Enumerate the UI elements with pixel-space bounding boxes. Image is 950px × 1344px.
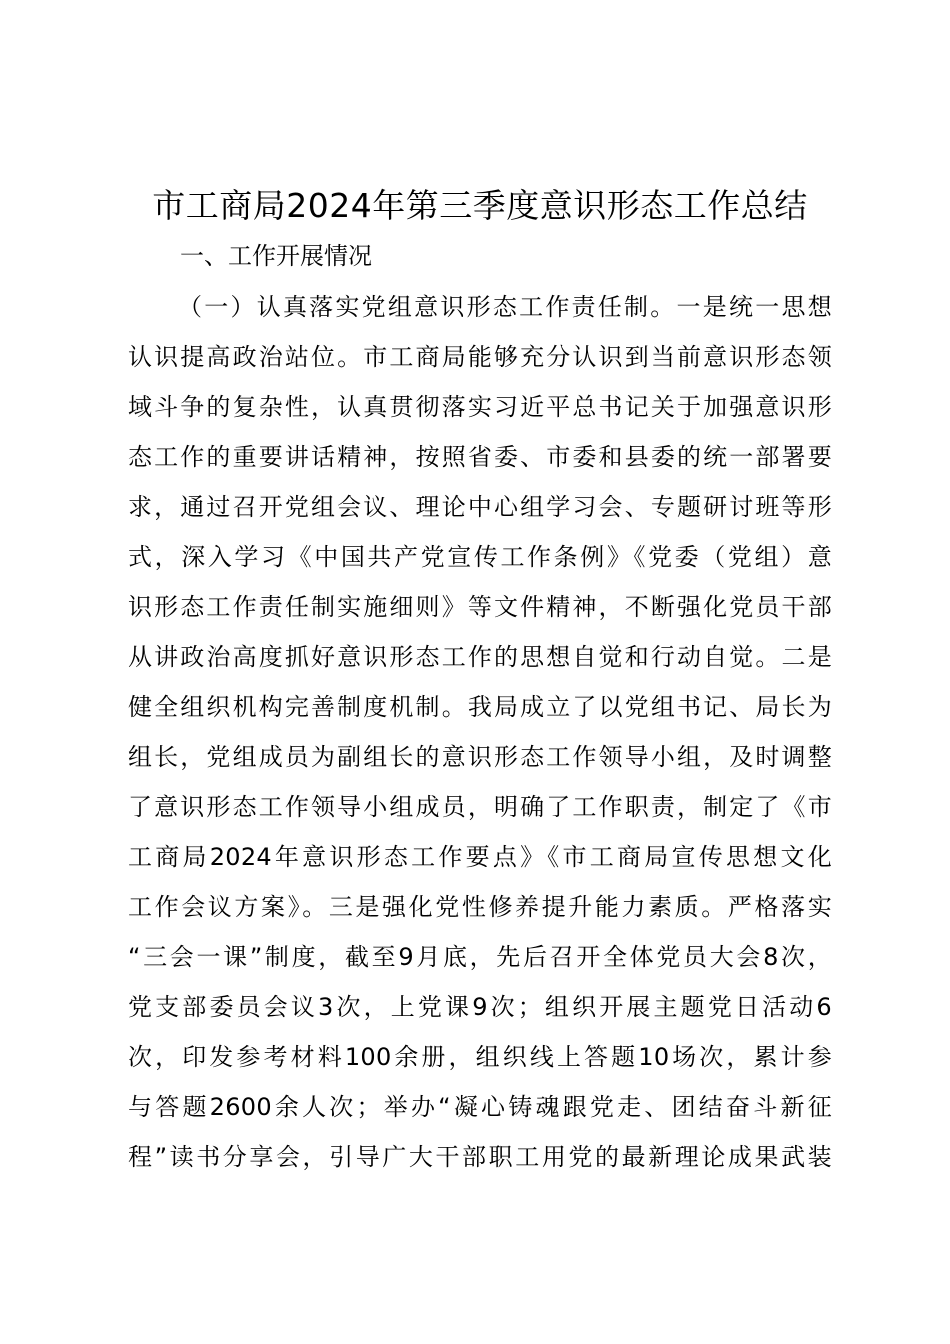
paragraph-line: 识形态工作责任制实施细则》等文件精神，不断强化党员干部 [128,593,832,621]
paragraph-line: 程”读书分享会，引导广大干部职工用党的最新理论成果武装 [128,1143,832,1171]
paragraph-line: 与答题2600余人次；举办“凝心铸魂跟党走、团结奋斗新征 [128,1093,832,1121]
section-heading: 一、工作开展情况 [180,242,372,270]
paragraph-line: 工商局2024年意识形态工作要点》《市工商局宣传思想文化 [128,843,832,871]
paragraph-line: 次，印发参考材料100余册，组织线上答题10场次，累计参 [128,1043,832,1071]
paragraph-line: 式，深入学习《中国共产党宣传工作条例》《党委（党组）意 [128,543,832,571]
paragraph-line: 域斗争的复杂性，认真贯彻落实习近平总书记关于加强意识形 [128,393,832,421]
paragraph-line: 态工作的重要讲话精神，按照省委、市委和县委的统一部署要 [128,443,832,471]
paragraph-line: 求，通过召开党组会议、理论中心组学习会、专题研讨班等形 [128,493,832,521]
paragraph-line: 从讲政治高度抓好意识形态工作的思想自觉和行动自觉。二是 [128,643,832,671]
paragraph-line: 健全组织机构完善制度机制。我局成立了以党组书记、局长为 [128,693,832,721]
paragraph-line: “三会一课”制度，截至9月底，先后召开全体党员大会8次， [128,943,832,971]
paragraph-line: 党支部委员会议3次，上党课9次；组织开展主题党日活动6 [128,993,832,1021]
paragraph-line: 工作会议方案》。三是强化党性修养提升能力素质。严格落实 [128,893,832,921]
paragraph-line: 认识提高政治站位。市工商局能够充分认识到当前意识形态领 [128,343,832,371]
document-title: 市工商局2024年第三季度意识形态工作总结 [152,186,808,225]
paragraph-line: 组长，党组成员为副组长的意识形态工作领导小组，及时调整 [128,743,832,771]
paragraph-line: 了意识形态工作领导小组成员，明确了工作职责，制定了《市 [128,793,832,821]
paragraph-line: （一）认真落实党组意识形态工作责任制。一是统一思想 [178,293,832,321]
body-paragraph [128,282,832,1182]
